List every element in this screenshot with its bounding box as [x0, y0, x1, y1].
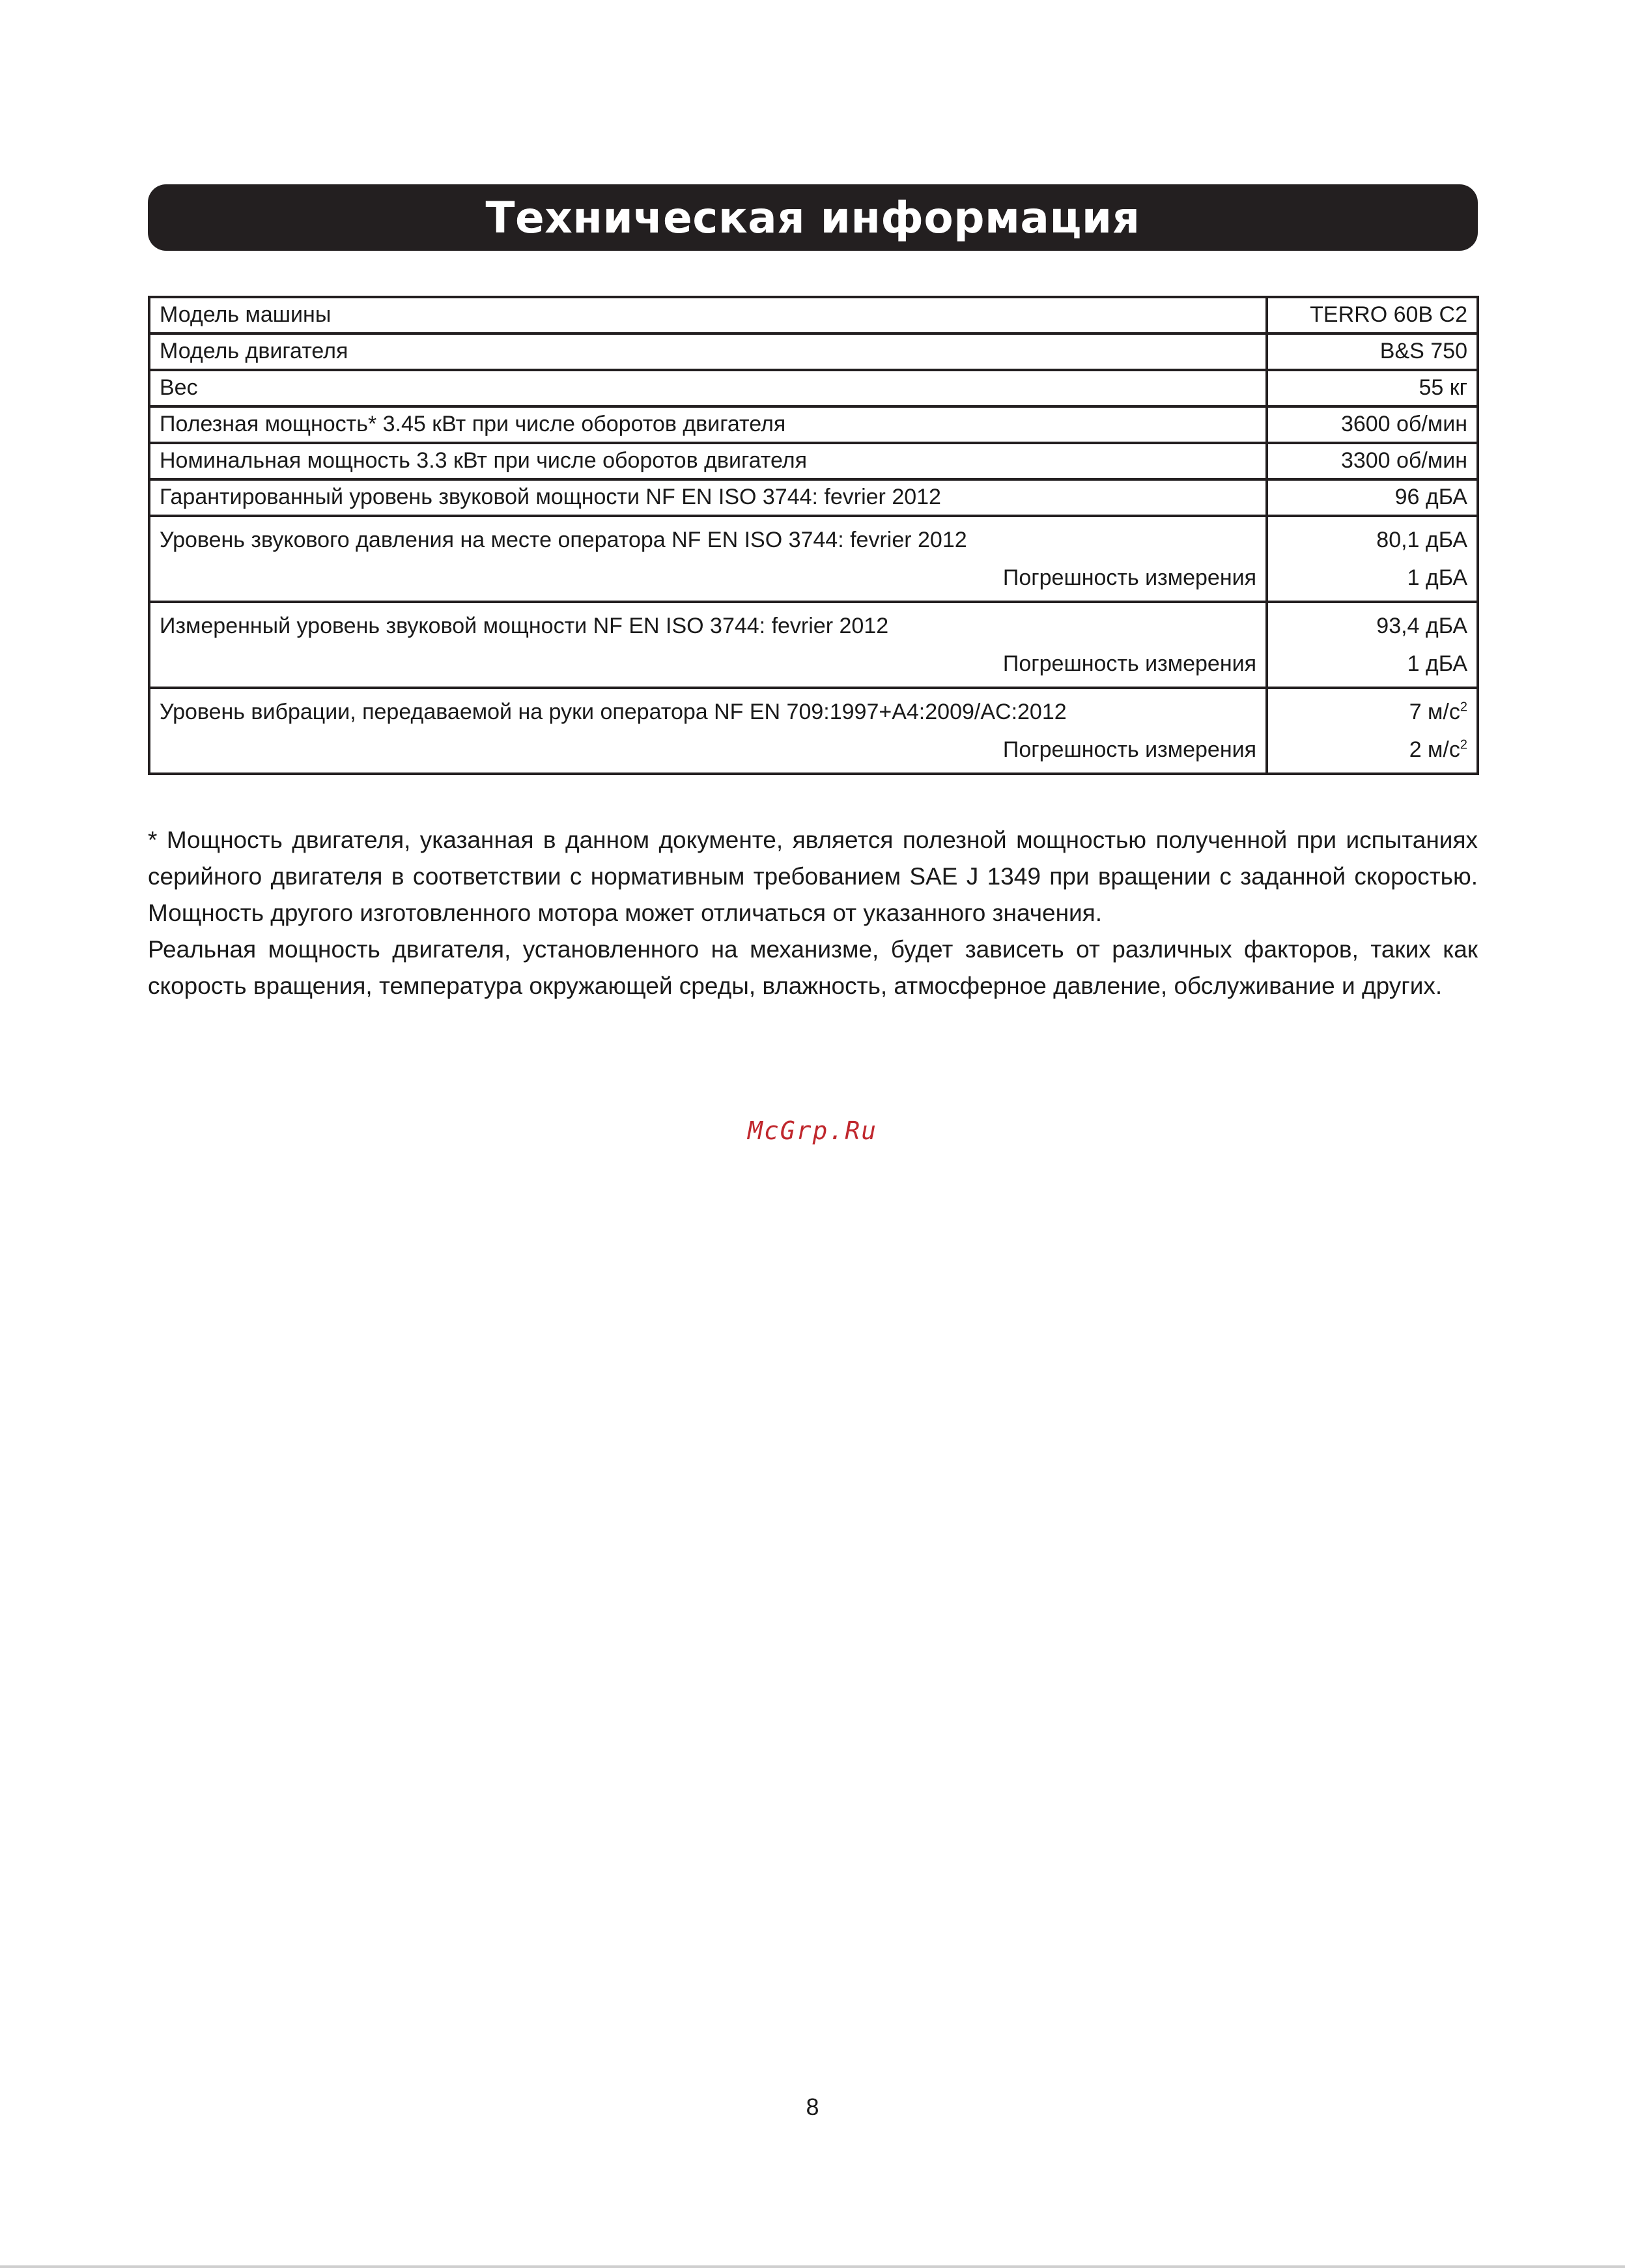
superscript: 2: [1460, 737, 1467, 752]
table-row: [149, 406, 1478, 443]
spec-value: 3600 об/мин: [1267, 406, 1478, 443]
spec-value: 3300 об/мин: [1267, 443, 1478, 479]
spec-label: Измеренный уровень звуковой мощности NF EN ISO 3744: fevrier 2012: [160, 614, 889, 638]
spec-sub-value: 2 м/с: [1409, 737, 1460, 762]
spec-value-cell: [1267, 516, 1478, 602]
spec-value: TERRO 60B C2: [1267, 297, 1478, 333]
bottom-divider: [0, 2265, 1625, 2268]
table-row: [149, 297, 1478, 333]
spec-value: B&S 750: [1267, 333, 1478, 370]
table-row: [149, 688, 1478, 774]
spec-label: Полезная мощность* 3.45 кВт при числе оборотов двигателя: [149, 406, 1267, 443]
specs-table: [148, 296, 1479, 775]
spec-sub-label: Погрешность измерения: [1002, 565, 1256, 590]
spec-label: Вес: [149, 370, 1267, 406]
footnote: [148, 822, 1478, 1004]
spec-label: Номинальная мощность 3.3 кВт при числе оборотов двигателя: [149, 443, 1267, 479]
table-row: [149, 602, 1478, 688]
spec-label: Модель двигателя: [149, 333, 1267, 370]
table-row: [149, 516, 1478, 602]
spec-label-cell: [149, 602, 1267, 688]
footnote-paragraph-2: Реальная мощность двигателя, установленного на механизме, будет зависеть от различных факторов, таких как скорость вращения, температура окружающей среды, влажность, атмосферное давление, обслуживание и других.: [148, 936, 1478, 999]
spec-value-cell: [1267, 688, 1478, 774]
page-number: 8: [806, 2093, 819, 2120]
superscript: 2: [1460, 700, 1467, 715]
title-bar: [148, 184, 1478, 251]
spec-label: Уровень звукового давления на месте оператора NF EN ISO 3744: fevrier 2012: [160, 528, 967, 552]
table-row: [149, 370, 1478, 406]
table-row: [149, 443, 1478, 479]
spec-value: 96 дБА: [1267, 479, 1478, 516]
spec-label: Модель машины: [149, 297, 1267, 333]
spec-sub-value: 1 дБА: [1407, 651, 1467, 676]
table-row: [149, 479, 1478, 516]
footnote-paragraph-1: * Мощность двигателя, указанная в данном документе, является полезной мощностью полученной при испытаниях серийного двигателя в соответствии с нормативным требованием SAE J 1349 при вращении с заданной скоростью. Мощность другого изготовленного мотора может отличаться от указанного значения.: [148, 827, 1478, 926]
spec-value: 93,4 дБА: [1376, 614, 1467, 638]
spec-value-cell: [1267, 602, 1478, 688]
spec-label-cell: [149, 688, 1267, 774]
spec-value: 55 кг: [1267, 370, 1478, 406]
spec-label: Уровень вибрации, передаваемой на руки оператора NF EN 709:1997+A4:2009/AC:2012: [160, 700, 1067, 724]
spec-sub-value-line: [1277, 731, 1467, 769]
spec-sub-label: Погрешность измерения: [1002, 651, 1256, 676]
table-row: [149, 333, 1478, 370]
spec-value-line: [1277, 693, 1467, 731]
spec-label-cell: [149, 516, 1267, 602]
page-title: Техническая информация: [485, 192, 1140, 243]
spec-sub-value: 1 дБА: [1407, 565, 1467, 590]
spec-value: 7 м/с: [1409, 700, 1460, 724]
spec-sub-label: Погрешность измерения: [1002, 737, 1256, 762]
spec-label: Гарантированный уровень звуковой мощности NF EN ISO 3744: fevrier 2012: [149, 479, 1267, 516]
spec-value: 80,1 дБА: [1376, 528, 1467, 552]
watermark: McGrp.Ru: [747, 1116, 878, 1145]
